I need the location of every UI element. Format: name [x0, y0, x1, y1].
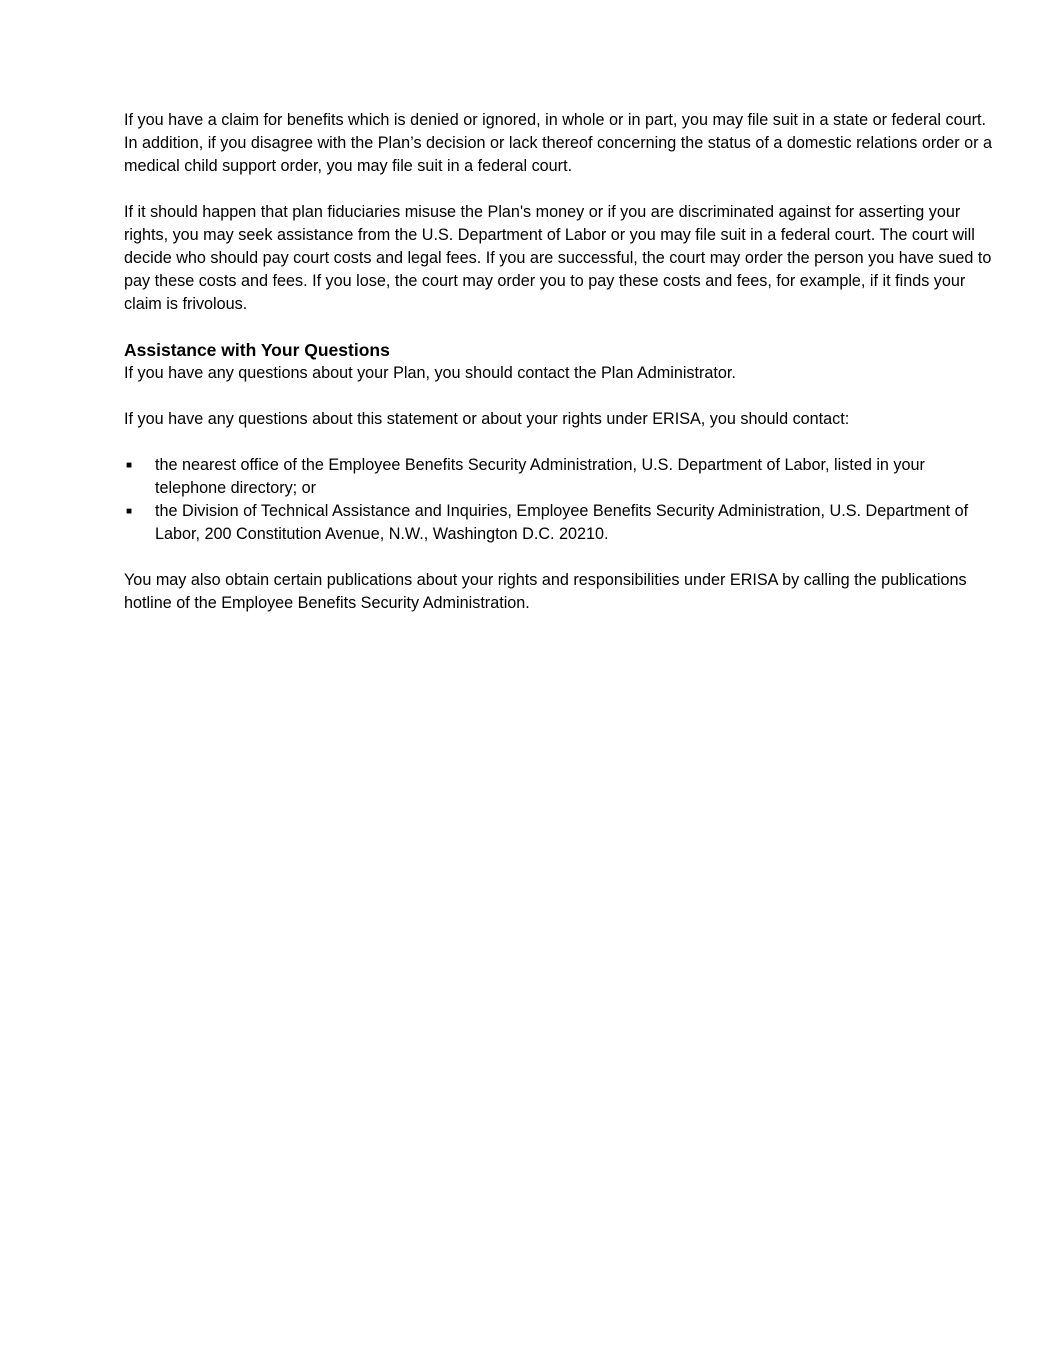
paragraph-erisa-contact: If you have any questions about this statement or about your rights under ERISA, you should contact:	[124, 410, 850, 428]
document-page	[124, 109, 996, 638]
list-item	[124, 500, 996, 546]
paragraph-publications: You may also obtain certain publications about your rights and responsibilities under ERISA by calling the publications hotline of the Employee Benefits Security Administration.	[124, 571, 967, 612]
paragraph-plan-questions: If you have any questions about your Plan, you should contact the Plan Administrator.	[124, 364, 736, 382]
list-item	[124, 454, 996, 500]
list-item-text: the Division of Technical Assistance and Inquiries, Employee Benefits Security Administration, U.S. Department of Labor, 200 Constitution Avenue, N.W., Washington D.C. 20210.	[155, 502, 969, 543]
section-heading-assistance: Assistance with Your Questions	[124, 340, 390, 360]
square-bullet-icon: ■	[126, 460, 133, 471]
paragraph-claim-denied: If you have a claim for benefits which is denied or ignored, in whole or in part, you may file suit in a state or federal court. In addition, if you disagree with the Plan’s decision or lack thereof concerning the status of a domestic relations order or a medical child support order, you may file suit in a federal court.	[124, 111, 993, 175]
list-item-text: the nearest office of the Employee Benefits Security Administration, U.S. Department of Labor, listed in your telephone directory; or	[155, 456, 925, 497]
contact-list	[124, 454, 996, 546]
square-bullet-icon: ■	[126, 506, 133, 517]
paragraph-fiduciary-misuse: If it should happen that plan fiduciaries misuse the Plan's money or if you are discriminated against for asserting your rights, you may seek assistance from the U.S. Department of Labor or you may file suit in a federal court. The court will decide who should pay court costs and legal fees. If you are successful, the court may order the person you have sued to pay these costs and fees. If you lose, the court may order you to pay these costs and fees, for example, if it finds your claim is frivolous.	[124, 203, 992, 313]
